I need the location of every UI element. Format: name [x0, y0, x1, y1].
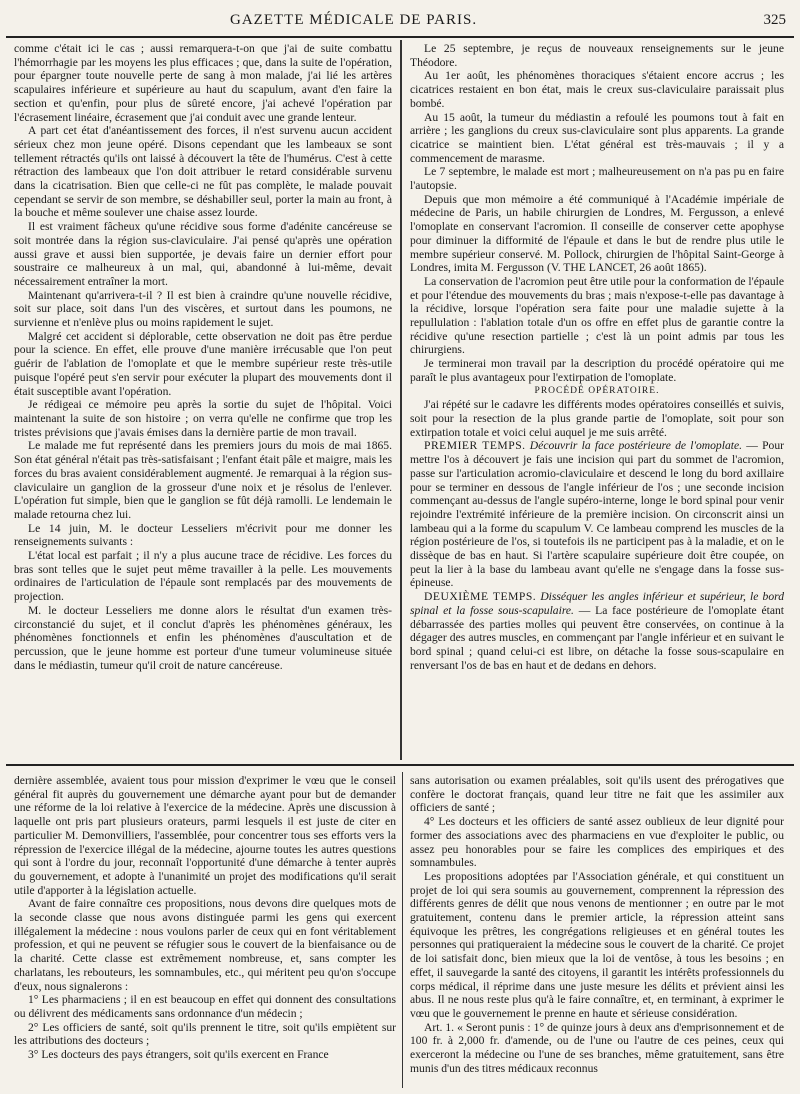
page-number: 325: [763, 12, 786, 28]
paragraph: M. le docteur Lesseliers me donne alors le résultat d'un examen très-circonstancié du sujet, et il conclut d'après les phénomènes généraux, les phénomènes fonctionnels et enfin les phénomènes d'auscultation et de percussion, que le jeune homme est porteur d'une tumeur volumineuse située dans le médiastin, tumeur qu'il croit de nature cancéreuse.: [14, 603, 392, 672]
list-item: 2° Les officiers de santé, soit qu'ils prennent le titre, soit qu'ils empiètent sur les attributions des docteurs ;: [14, 1020, 396, 1048]
article-column-right-top: [410, 42, 784, 760]
paragraph: Je rédigeai ce mémoire peu après la sortie du sujet de l'hôpital. Voici maintenant la suite de son histoire ; on verra qu'elle ne confirme que trop les tristes prévisions que j'avais émises dans la dernière partie de mon travail.: [14, 398, 392, 439]
step-label: DEUXIÈME TEMPS.: [424, 590, 537, 604]
top-rule: [6, 36, 794, 38]
step-text: — Pour mettre l'os à découvert je fais une incision qui part du sommet de l'acromion, passe sur l'articulation acromio-claviculaire et descend le long du bord axillaire pour se terminer en dessous de l'angle inférieur de l'os ; une seconde incision commençant au-dessus de l'angle supéro-interne, longe le bord spinal pour venir rejoindre l'extrémité inférieure de la première incision. On circonscrit ainsi un lambeau qui a la forme du scapulum V. Ce lambeau comprend les muscles de la région postérieure de l'os, si toutefois ils ne participent pas à la maladie, et on le dissèque de bas en haut. Si l'artère scapulaire supérieure doit être coupée, on peut la lier à la base du lambeau avant qu'elle ne s'engage dans la fosse sus-épineuse.: [410, 439, 784, 590]
step-text: — La face postérieure de l'omoplate étant débarrassée des parties molles qui peuvent être conservées, on continue à la dégager des autres muscles, en commençant par l'angle inférieur et en suivant le bord spinal ; quand celui-ci est libre, on détache la fosse sous-scapulaire en renversant l'os de bas en haut et de dedans en dehors.: [410, 603, 784, 672]
paragraph: Les propositions adoptées par l'Association générale, et qui constituent un projet de loi qui sera soumis au gouvernement, comprennent la répression des différents genres de délit que nous venons de mentionner ; en outre par le mot gratuitement, contenu dans le premier article, la répression atteint sans équivoque les prêtres, les congrégations religieuses et en général toutes les personnes qui pratiqueraient la médecine sous le couvert de la charité. Ce projet de loi satisfait donc, bien mieux que la loi de ventôse, à tous les besoins ; en effet, il sauvegarde la santé des citoyens, il garantit les intérêts professionnels du corps médical, il réprime dans une juste mesure les délits et prévient ainsi les abus. Il ne nous reste plus qu'à le faire connaître, et, en terminant, à exprimer le vœu que le gouvernement le prenne en haute et sérieuse considération.: [410, 869, 784, 1020]
article-column-left-bottom: [14, 774, 396, 1090]
paragraph: Depuis que mon mémoire a été communiqué à l'Académie impériale de médecine de Paris, un habile chirurgien de Londres, M. Fergusson, a enlevé l'omoplate en conservant l'acromion. Il conseille de conserver cette apophyse pour diminuer la difformité de l'épaule et dans le but de rendre plus utile le membre supérieur conservé. M. Pollock, chirurgien de l'hôpital Saint-George à Londres, imita M. Fergusson (V. THE LANCET, 26 août 1865).: [410, 192, 784, 275]
column-divider-bottom: [402, 772, 403, 1088]
paragraph: Le malade me fut représenté dans les premiers jours du mois de mai 1865. Son état général n'était pas très-satisfaisant ; l'enfant était pâle et maigre, mais les forces du bras avaient considérablement augmenté. Je remarquai à la région sus-claviculaire un ganglion de la grosseur d'une noix et je résolus de l'enlever. L'opération fut simple, bien que le ganglion se fût déjà ramolli. Le lendemain le malade retourna chez lui.: [14, 439, 392, 521]
list-item: 4° Les docteurs et les officiers de santé assez oublieux de leur dignité pour former des associations avec des pharmaciens en vue d'exploiter le public, ou assez peu honorables pour se faire les complices des empiriques et des somnambules.: [410, 815, 784, 870]
paragraph: Malgré cet accident si déplorable, cette observation ne doit pas être perdue pour la science. En effet, elle prouve d'une manière irrécusable que l'on peut guérir de l'ablation de l'omoplate et que le membre supérieur reste très-utile puisque l'opéré peut s'en servir pour exécuter la plupart des mouvements dont il était susceptible avant l'opération.: [14, 329, 392, 398]
paragraph: Il est vraiment fâcheux qu'une récidive sous forme d'adénite cancéreuse se soit montrée dans la région sus-claviculaire. J'ai pensé qu'après une opération aussi grave et aussi bien supportée, je devais faire un dernier effort pour soustraire ce malheureux à un mal, qui, abandonné à lui-même, devait nécessairement entraîner la mort.: [14, 220, 392, 288]
paragraph: A part cet état d'anéantissement des forces, il n'est survenu aucun accident sérieux chez mon jeune opéré. Disons cependant que les lambeaux se sont tellement rétractés qu'ils ont laissé à découvert la tête de l'humérus. C'est à cette rétraction des lambeaux que l'on doit attribuer le retard considérable survenu dans la cicatrisation. Bien que celle-ci ne fût pas complète, le malade pouvait cependant se servir de son membre, se déshabiller seul, porter la main au front, à la bouche et même soulever une chaise assez lourde.: [14, 124, 392, 220]
section-rule: [6, 764, 794, 766]
article-column-left-top: [14, 42, 392, 760]
paragraph: Le 14 juin, M. le docteur Lesseliers m'écrivit pour me donner les renseignements suivants :: [14, 521, 392, 549]
column-divider-top: [400, 40, 402, 760]
step-title: Disséquer les angles inférieur et supérieur, le bord spinal et la fosse sous-scapulaire.: [410, 590, 784, 617]
paragraph: Art. 1. « Seront punis : 1° de quinze jours à deux ans d'emprisonnement et de 100 fr. à 2,000 fr. d'amende, ou de l'une ou l'autre de ces peines, ceux qui exerceront la médecine ou l'une de ses branches, même gratuitement, sans être munis d'un des titres médicaux reconnus: [410, 1020, 784, 1075]
step-label: PREMIER TEMPS.: [424, 439, 526, 453]
page-header: [0, 0, 800, 40]
step-paragraph-second: [410, 590, 784, 672]
paragraph: Avant de faire connaître ces propositions, nous devons dire quelques mots de la seconde classe que nous avons distinguée parmi les gens qui exercent illégalement la médecine : nous voulons parler de ceux qui en font véritablement profession, et qui ne peuvent se réfugier sous le couvert de la bienfaisance ou de la charité. Cette classe est extrêmement nombreuse, et, sans compter les charlatans, les rebouteurs, les somnambules, etc., qui méritent peu qu'on s'occupe d'eux, nous signalerons :: [14, 897, 396, 993]
paragraph: J'ai répété sur le cadavre les différents modes opératoires conseillés et suivis, soit pour la resection de la plus grande partie de l'omoplate, soit pour son extirpation totale et voici celui auquel je me suis arrêté.: [410, 398, 784, 439]
paragraph: Au 15 août, la tumeur du médiastin a refoulé les poumons tout à fait en arrière ; les ganglions du creux sus-claviculaire sont plus apparents. La grande cicatrice se maintient bien. L'état général est très-mauvais ; il y a commencement de marasme.: [410, 110, 784, 165]
paragraph: Le 25 septembre, je reçus de nouveaux renseignements sur le jeune Théodore.: [410, 42, 784, 69]
running-title: GAZETTE MÉDICALE DE PARIS.: [230, 12, 478, 28]
section-heading: PROCÉDÉ OPÉRATOIRE.: [534, 385, 660, 396]
paragraph: Maintenant qu'arrivera-t-il ? Il est bien à craindre qu'une nouvelle récidive, soit sur place, soit dans l'un des viscères, et surtout dans les poumons, ne survienne et n'enlève plus ou moins rapidement le sujet.: [14, 288, 392, 330]
paragraph: La conservation de l'acromion peut être utile pour la conformation de l'épaule et pour l'étendue des mouvements du bras ; mais n'expose-t-elle pas davantage à la récidive, lorsque l'opération sera faite pour une maladie sujette à la repullulation : l'ablation totale d'un os offre en effet plus de garantie contre la récidive qu'une resection partielle ; c'est là un point admis par tous les chirurgiens.: [410, 274, 784, 357]
step-title: Découvrir la face postérieure de l'omoplate.: [529, 439, 743, 453]
paragraph: comme c'était ici le cas ; aussi remarquera-t-on que j'ai de suite combattu l'hémorrhagie par les moyens les plus efficaces ; que, dans la suite de l'opération, pour épargner toute nouvelle perte de sang à mon malade, j'ai lié les artères scapulaires inférieure et supérieure au haut du scapulum, avant d'en faire la section et qu'enfin, pour plus de sûreté encore, j'ai achevé l'opération par l'écrasement linéaire, écrasement que j'ai conduit avec une grande lenteur.: [14, 42, 392, 124]
article-column-right-bottom: [410, 774, 784, 1090]
paragraph: L'état local est parfait ; il n'y a plus aucune trace de récidive. Les forces du bras sont telles que le sujet peut même travailler à la pelle. Les mouvements ordinaires de l'articulation de l'épaule sont remplacés par des mouvements de projection.: [14, 549, 392, 604]
paragraph: Je terminerai mon travail par la description du procédé opératoire qui me paraît le plus avantageux pour l'extirpation de l'omoplate.: [410, 357, 784, 384]
paragraph: sans autorisation ou examen préalables, soit qu'ils usent des prérogatives que confère le doctorat français, quand leur titre ne fait que les assimiler aux officiers de santé ;: [410, 774, 784, 815]
step-paragraph-first: [410, 439, 784, 590]
list-item: 1° Les pharmaciens ; il en est beaucoup en effet qui donnent des consultations ou délivrent des médicaments sans ordonnance d'un médecin ;: [14, 993, 396, 1020]
list-item: 3° Les docteurs des pays étrangers, soit qu'ils exercent en France: [28, 1048, 329, 1062]
paragraph: dernière assemblée, avaient tous pour mission d'exprimer le vœu que le conseil général fit auprès du gouvernement une démarche ayant pour but de demander une réforme de la loi relative à l'exercice de la médecine. Après une discussion à laquelle ont pris part plusieurs orateurs, parmi lesquels il est juste de citer en particulier M. Demonvilliers, l'assemblée, pour concentrer tous ses efforts vers la répression de l'exercice illégal de la médecine, ajourne toutes les autres questions qui sont à l'ordre du jour, reconnaît l'opportunité d'une démarche à tenter auprès du gouvernement, et adopte à l'unanimité un projet des modifications qu'il serait utile d'apporter à la législation actuelle.: [14, 774, 396, 897]
paragraph: Le 7 septembre, le malade est mort ; malheureusement on n'a pas pu en faire l'autopsie.: [410, 165, 784, 193]
paragraph: Au 1er août, les phénomènes thoraciques s'étaient encore accrus ; les cicatrices restaient en bon état, mais le creux sus-claviculaire paraissait plus bombé.: [410, 69, 784, 110]
